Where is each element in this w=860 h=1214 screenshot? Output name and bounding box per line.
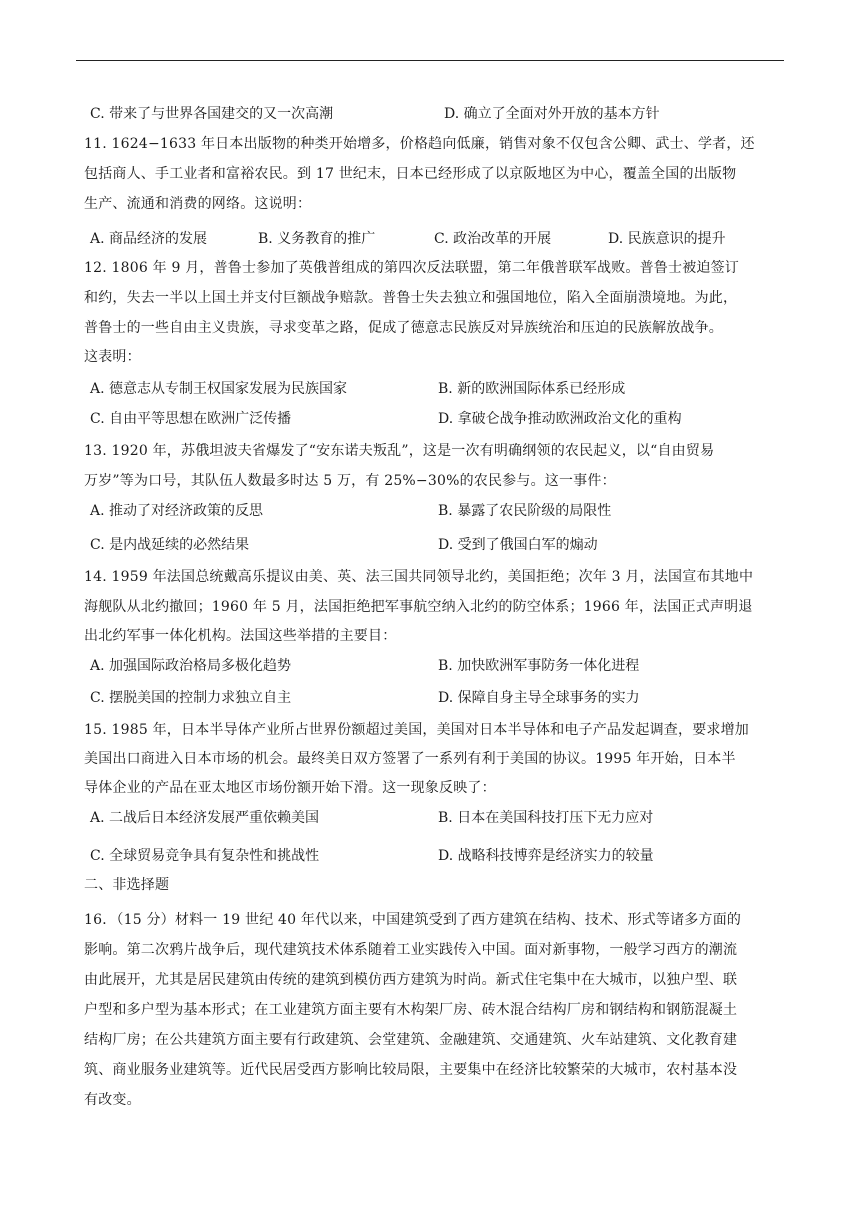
q15-stem-line-1: 15. 1985 年，日本半导体产业所占世界份额超过美国，美国对日本半导体和电子产品发起调查，要求增加 [84,722,749,738]
q13-stem-line-2: 万岁”等为口号，其队伍人数最多时达 5 万，有 25%−30%的农民参与。这一事件： [84,473,616,489]
q15-stem-line-3: 导体企业的产品在亚太地区市场份额开始下滑。这一现象反映了： [84,780,496,796]
q16-line-1: 16．（15 分）材料一 19 世纪 40 年代以来，中国建筑受到了西方建筑在结构、技术、形式等诸多方面的 [84,912,742,928]
q11-option-c: C. 政治改革的开展 [434,231,552,247]
q14-option-a: A. 加强国际政治格局多极化趋势 [90,658,292,674]
q11-stem-line-3: 生产、流通和消费的网络。这说明： [84,196,312,212]
q12-stem-line-1: 12. 1806 年 9 月，普鲁士参加了英俄普组成的第四次反法联盟，第二年俄普联军战败。普鲁士被迫签订 [84,260,739,276]
q12-stem-line-3: 普鲁士的一些自由主义贵族，寻求变革之路，促成了德意志民族反对异族统治和压迫的民族解放战争。 [84,320,723,336]
q16-line-6: 筑、商业服务业建筑等。近代民居受西方影响比较局限，主要集中在经济比较繁荣的大城市，农村基本没 [84,1062,738,1078]
q12-option-a: A. 德意志从专制王权国家发展为民族国家 [90,381,348,397]
q14-option-b: B. 加快欧洲军事防务一体化进程 [438,658,640,674]
q15-option-c: C. 全球贸易竞争具有复杂性和挑战性 [90,848,320,864]
q16-line-2: 影响。第二次鸦片战争后，现代建筑技术体系随着工业实践传入中国。面对新事物，一般学习西方的潮流 [84,942,738,958]
q11-option-b: B. 义务教育的推广 [258,231,376,247]
q13-option-a: A. 推动了对经济政策的反思 [90,503,264,519]
q14-stem-line-3: 出北约军事一体化机构。法国这些举措的主要目： [84,628,397,644]
q13-option-d: D. 受到了俄国白军的煽动 [438,537,598,553]
q12-option-d: D. 拿破仑战争推动欧洲政治文化的重构 [438,411,682,427]
q14-option-d: D. 保障自身主导全球事务的实力 [438,690,640,706]
q11-option-a: A. 商品经济的发展 [90,231,208,247]
q13-option-c: C. 是内战延续的必然结果 [90,537,250,553]
q12-option-c: C. 自由平等思想在欧洲广泛传播 [90,411,292,427]
section-title: 二、非选择题 [84,877,170,893]
q12-stem-line-4: 这表明： [84,349,141,365]
q11-option-d: D. 民族意识的提升 [608,231,726,247]
q15-stem-line-2: 美国出口商进入日本市场的机会。最终美日双方签署了一系列有利于美国的协议。1995 年开始，日本半 [84,751,736,767]
q12-stem-line-2: 和约，失去一半以上国土并支付巨额战争赔款。普鲁士失去独立和强国地位，陷入全面崩溃境地。为此， [84,290,738,306]
q15-option-a: A. 二战后日本经济发展严重依赖美国 [90,810,320,826]
q11-stem-line-2: 包括商人、手工业者和富裕农民。到 17 世纪末，日本已经形成了以京阪地区为中心，覆盖全国的出版物 [84,166,737,182]
q14-stem-line-1: 14. 1959 年法国总统戴高乐提议由美、英、法三国共同领导北约，美国拒绝；次年 3 月，法国宣布其地中 [84,569,754,585]
header-rule [76,60,784,61]
q10-option-d: D. 确立了全面对外开放的基本方针 [444,106,660,122]
q16-line-7: 有改变。 [84,1092,141,1108]
q16-line-5: 结构厂房；在公共建筑方面主要有行政建筑、会堂建筑、金融建筑、交通建筑、火车站建筑、文化教育建 [84,1032,738,1048]
q13-option-b: B. 暴露了农民阶级的局限性 [438,503,612,519]
q11-stem-line-1: 11. 1624−1633 年日本出版物的种类开始增多，价格趋向低廉，销售对象不仅包含公卿、武士、学者，还 [84,136,755,152]
q15-option-b: B. 日本在美国科技打压下无力应对 [438,810,654,826]
q16-line-4: 户型和多户型为基本形式；在工业建筑方面主要有木构架厂房、砖木混合结构厂房和钢结构和钢筋混凝土 [84,1002,738,1018]
q14-stem-line-2: 海舰队从北约撤回；1960 年 5 月，法国拒绝把军事航空纳入北约的防空体系；1966 年，法国正式声明退 [84,599,753,615]
q16-line-3: 由此展开，尤其是居民建筑由传统的建筑到模仿西方建筑为时尚。新式住宅集中在大城市，以独户型、联 [84,972,738,988]
q12-option-b: B. 新的欧洲国际体系已经形成 [438,381,626,397]
q13-stem-line-1: 13. 1920 年，苏俄坦波夫省爆发了“安东诺夫叛乱”，这是一次有明确纲领的农民起义，以“自由贸易 [84,443,715,459]
q15-option-d: D. 战略科技博弈是经济实力的较量 [438,848,654,864]
q10-option-c: C. 带来了与世界各国建交的又一次高潮 [90,106,334,122]
q14-option-c: C. 摆脱美国的控制力求独立自主 [90,690,292,706]
